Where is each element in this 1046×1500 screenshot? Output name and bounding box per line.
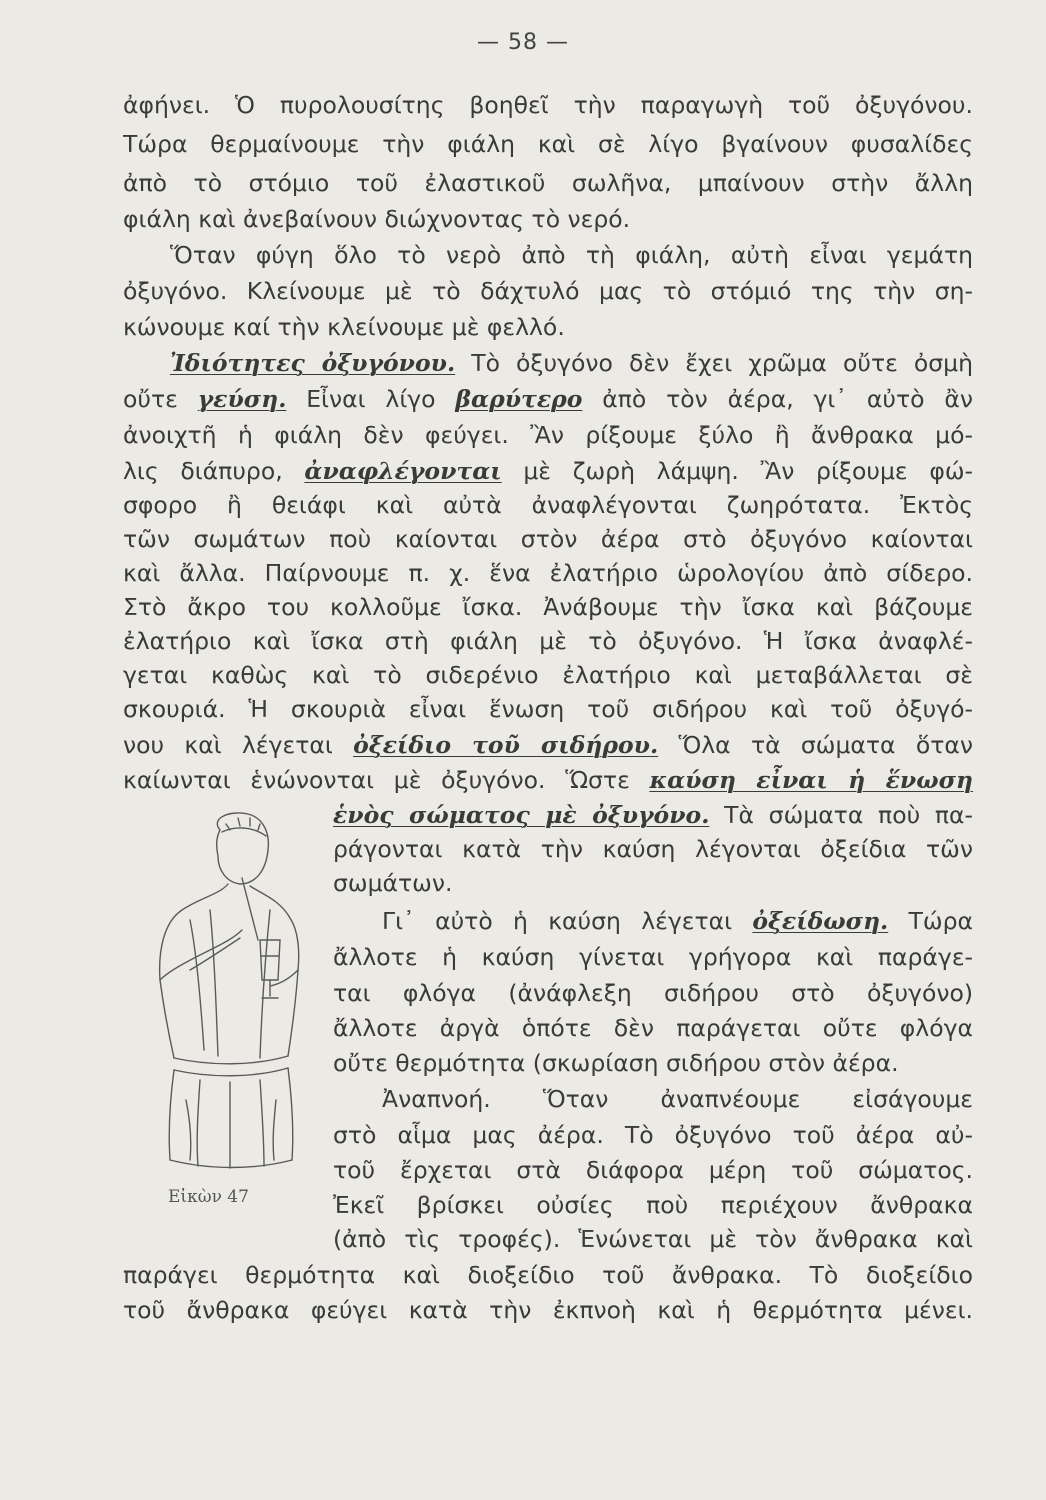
text-line: Στὸ ἄκρο του κολλοῦμε ἴσκα. Ἀνάβουμε τὴν ἴσκα καὶ βάζουμε (123, 593, 973, 621)
text-line: Ἀναπνοή. Ὅταν ἀναπνέουμε εἰσάγουμε (382, 1085, 973, 1113)
text-line: γεται καθὼς καὶ τὸ σιδερένιο ἐλατήριο καὶ μεταβάλλεται σὲ (123, 661, 973, 689)
text-line: ἀπὸ τὸ στόμιο τοῦ ἐλαστικοῦ σωλῆνα, μπαίνουν στὴν ἄλλη (123, 169, 973, 197)
definition: καύση εἶναι ἡ ἕνωση (649, 766, 973, 794)
text-line: νου καὶ λέγεται ὀξείδιο τοῦ σιδήρου. Ὅλα τὰ σώματα ὅταν (123, 731, 973, 759)
text-line: ἄλλοτε ἀργὰ ὁπότε δὲν παράγεται οὔτε φλόγα (333, 1014, 973, 1042)
text-line: ἀνοιχτῆ ἡ φιάλη δὲν φεύγει. Ἂν ρίξουμε ξύλο ἢ ἄνθρακα μό- (123, 421, 973, 449)
text-line: παράγει θερμότητα καὶ διοξείδιο τοῦ ἄνθρακα. Τὸ διοξείδιο (123, 1261, 973, 1289)
text-line: ὀξυγόνο. Κλείνουμε μὲ τὸ δάχτυλό μας τὸ στόμιό της τὴν ση- (123, 277, 973, 305)
text-line: Τώρα θερμαίνουμε τὴν φιάλη καὶ σὲ λίγο βγαίνουν φυσαλίδες (123, 130, 973, 158)
text-line: φιάλη καὶ ἀνεβαίνουν διώχνοντας τὸ νερό. (123, 205, 631, 233)
text-line: (ἀπὸ τὶς τροφές). Ἑνώνεται μὲ τὸν ἄνθρακα καὶ (333, 1225, 973, 1253)
figure-caption: Εἰκὼν 47 (168, 1187, 249, 1207)
text-line: στὸ αἷμα μας ἀέρα. Τὸ ὀξυγόνο τοῦ ἀέρα αὐ- (333, 1121, 973, 1149)
text-line: Ἰδιότητες ὀξυγόνου. Τὸ ὀξυγόνο δὲν ἔχει χρῶμα οὔτε ὀσμὴ (170, 349, 973, 377)
text-line: οὔτε θερμότητα (σκωρίαση σιδήρου στὸν ἀέρα. (333, 1049, 899, 1077)
text-line: οὔτε γεύση. Εἶναι λίγο βαρύτερο ἀπὸ τὸν ἀέρα, γι᾽ αὐτὸ ἂν (123, 385, 973, 413)
text-line: ἐλατήριο καὶ ἴσκα στὴ φιάλη μὲ τὸ ὀξυγόνο. Ἡ ἴσκα ἀναφλέ- (123, 627, 973, 655)
definition: ἑνὸς σώματος μὲ ὀξυγόνο. (333, 801, 710, 829)
text-line: τοῦ ἄνθρακα φεύγει κατὰ τὴν ἐκπνοὴ καὶ ἡ θερμότητα μένει. (123, 1296, 973, 1324)
emphasis: ὀξείδωση. (752, 907, 889, 935)
text-line: λις διάπυρο, ἀναφλέγονται μὲ ζωρὴ λάμψη. Ἂν ρίξουμε φώ- (123, 457, 973, 485)
text-line: τῶν σωμάτων ποὺ καίονται στὸν ἀέρα στὸ ὀξυγόνο καίονται (123, 525, 973, 553)
text-line: Ὅταν φύγη ὅλο τὸ νερὸ ἀπὸ τὴ φιάλη, αὐτὴ εἶναι γεμάτη (170, 241, 973, 269)
page-number: — 58 — (477, 30, 569, 55)
text-line: σφορο ἢ θειάφι καὶ αὐτὰ ἀναφλέγονται ζωηρότατα. Ἐκτὸς (123, 491, 973, 519)
emphasis: γεύση. (197, 385, 287, 413)
text-line: ἑνὸς σώματος μὲ ὀξυγόνο. Τὰ σώματα ποὺ πα- (333, 801, 973, 829)
emphasis: βαρύτερο (455, 385, 583, 413)
text-line: κώνουμε καί τὴν κλείνουμε μὲ φελλό. (123, 313, 565, 341)
text-line: καίωνται ἑνώνονται μὲ ὀξυγόνο. Ὥστε καύση εἶναι ἡ ἕνωση (123, 766, 973, 794)
text-line: σκουριά. Ἡ σκουριὰ εἶναι ἕνωση τοῦ σιδήρου καὶ τοῦ ὀξυγό- (123, 695, 973, 723)
emphasis: ἀναφλέγονται (304, 457, 502, 485)
section-heading: Ἰδιότητες ὀξυγόνου. (170, 349, 456, 377)
text-line: ράγονται κατὰ τὴν καύση λέγονται ὀξείδια τῶν (333, 835, 973, 863)
text-line: τοῦ ἔρχεται στὰ διάφορα μέρη τοῦ σώματος. (333, 1156, 973, 1184)
text-line: ἄλλοτε ἡ καύση γίνεται γρήγορα καὶ παράγε- (333, 943, 973, 971)
emphasis: ὀξείδιο τοῦ σιδήρου. (353, 731, 659, 759)
illustration-boy-breathing (130, 800, 320, 1195)
text-line: Γι᾽ αὐτὸ ἡ καύση λέγεται ὀξείδωση. Τώρα (382, 907, 973, 935)
text-line: ἀφήνει. Ὁ πυρολουσίτης βοηθεῖ τὴν παραγωγὴ τοῦ ὀξυγόνου. (123, 91, 973, 119)
text-line: Ἐκεῖ βρίσκει οὐσίες ποὺ περιέχουν ἄνθρακα (333, 1191, 973, 1219)
text-line: σωμάτων. (333, 869, 453, 897)
text-line: ται φλόγα (ἀνάφλεξη σιδήρου στὸ ὀξυγόνο) (333, 979, 973, 1007)
text-line: καὶ ἄλλα. Παίρνουμε π. χ. ἕνα ἐλατήριο ὡρολογίου ἀπὸ σίδερο. (123, 559, 973, 587)
